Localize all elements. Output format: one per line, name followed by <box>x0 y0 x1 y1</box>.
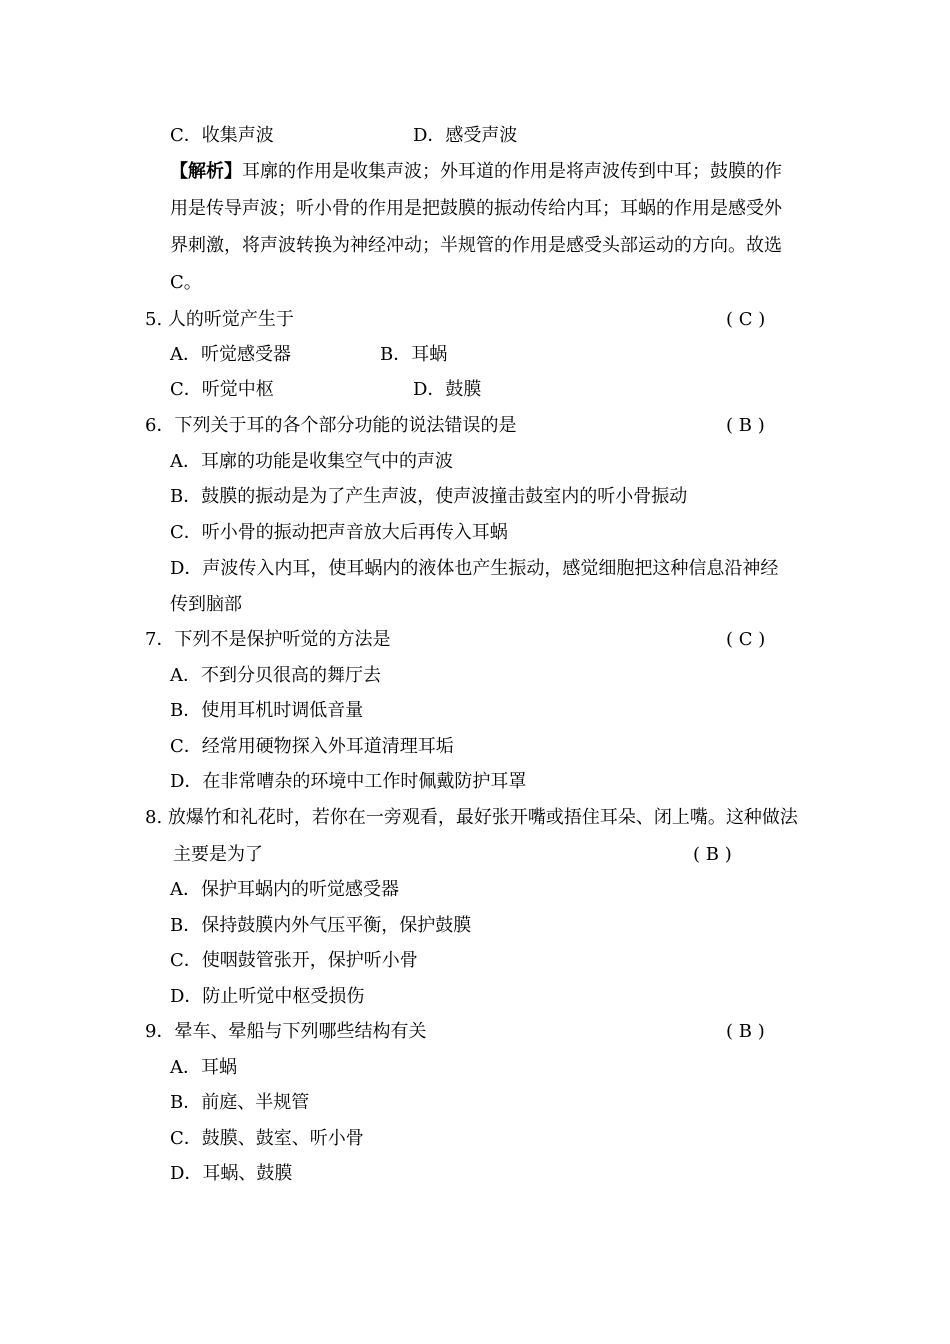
option-b: B．鼓膜的振动是为了产生声波，使声波撞击鼓室内的听小骨振动 <box>170 486 688 507</box>
question-stem-continued: 主要是为了 <box>173 844 263 865</box>
option-d: D．声波传入内耳，使耳蜗内的液体也产生振动，感觉细胞把这种信息沿神经 <box>170 558 779 579</box>
option-a: A．不到分贝很高的舞厅去 <box>170 665 381 686</box>
analysis-line: 界刺激，将声波转换为神经冲动；半规管的作用是感受头部运动的方向。故选 <box>170 235 782 256</box>
answer-bracket: ( C ) <box>726 629 766 650</box>
answer-bracket: ( B ) <box>726 1021 765 1042</box>
option-b: B．保持鼓膜内外气压平衡，保护鼓膜 <box>170 915 472 936</box>
question-stem: 5. 人的听觉产生于 <box>145 309 294 330</box>
analysis-line <box>170 160 782 184</box>
answer-bracket: ( C ) <box>726 309 766 330</box>
question-stem: 6．下列关于耳的各个部分功能的说法错误的是 <box>145 415 517 436</box>
option-d: D．感受声波 <box>413 125 518 146</box>
option-d: D．鼓膜 <box>413 379 482 400</box>
question-stem: 7．下列不是保护听觉的方法是 <box>145 629 391 650</box>
analysis-text: 耳廓的作用是收集声波；外耳道的作用是将声波传到中耳；鼓膜的作 <box>242 161 782 182</box>
answer-bracket: ( B ) <box>726 415 765 436</box>
analysis-line: C。 <box>170 272 202 293</box>
option-c: C．听小骨的振动把声音放大后再传入耳蜗 <box>170 522 508 543</box>
option-c: C．收集声波 <box>170 125 274 146</box>
question-stem: 8. 放爆竹和礼花时，若你在一旁观看，最好张开嘴或捂住耳朵、闭上嘴。这种做法 <box>145 807 798 828</box>
option-c: C．鼓膜、鼓室、听小骨 <box>170 1128 364 1149</box>
analysis-tag: 【解析】 <box>170 161 242 182</box>
option-d: D．在非常嘈杂的环境中工作时佩戴防护耳罩 <box>170 771 527 792</box>
option-b: B．前庭、半规管 <box>170 1092 310 1113</box>
analysis-line: 用是传导声波；听小骨的作用是把鼓膜的振动传给内耳；耳蜗的作用是感受外 <box>170 198 782 219</box>
option-c: C．听觉中枢 <box>170 379 274 400</box>
answer-bracket: ( B ) <box>693 844 732 865</box>
option-d: D．耳蜗、鼓膜 <box>170 1163 293 1184</box>
option-b: B．使用耳机时调低音量 <box>170 700 364 721</box>
option-d: D．防止听觉中枢受损伤 <box>170 986 365 1007</box>
option-a: A．听觉感受器 <box>170 344 291 365</box>
option-c: C．使咽鼓管张开，保护听小骨 <box>170 950 418 971</box>
option-a: A．耳廓的功能是收集空气中的声波 <box>170 451 453 472</box>
option-d-continued: 传到脑部 <box>170 594 242 615</box>
option-a: A．耳蜗 <box>170 1057 237 1078</box>
option-c: C．经常用硬物探入外耳道清理耳垢 <box>170 736 454 757</box>
question-stem: 9．晕车、晕船与下列哪些结构有关 <box>145 1021 427 1042</box>
option-b: B．耳蜗 <box>380 344 448 365</box>
option-a: A．保护耳蜗内的听觉感受器 <box>170 879 399 900</box>
